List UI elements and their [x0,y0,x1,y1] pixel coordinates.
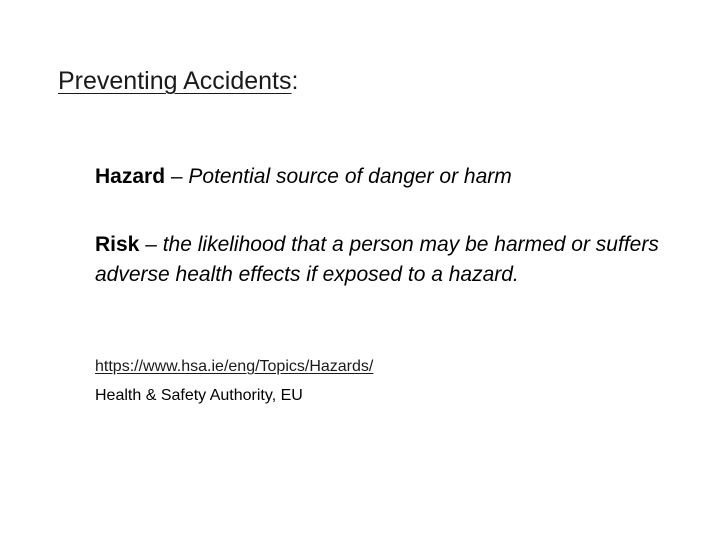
definition-text: the likelihood that a person may be harmed or suffers adverse health effects if exposed to a hazard. [95,233,659,286]
definition-text: Potential source of danger or harm [188,165,512,188]
definition-risk [95,230,705,290]
reference-link-line [95,355,373,379]
definition-term: Risk [95,233,140,256]
reference-source: Health & Safety Authority, EU [95,387,303,404]
slide-title [58,64,298,98]
definition-separator: – [139,233,163,256]
slide-title-colon: : [291,67,299,95]
reference-link[interactable]: https://www.hsa.ie/eng/Topics/Hazards/ [95,358,374,375]
definition-hazard [95,162,705,192]
definition-term: Hazard [95,165,166,188]
definition-separator: – [165,165,189,188]
slide-title-text: Preventing Accidents [58,67,292,95]
